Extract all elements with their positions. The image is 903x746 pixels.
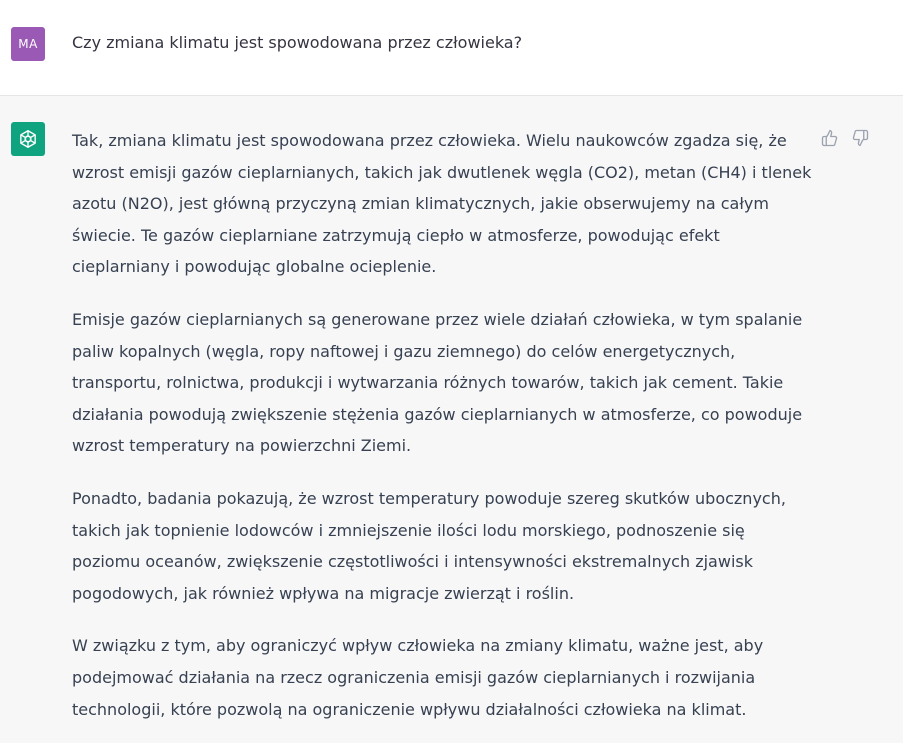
thumbs-down-icon[interactable] xyxy=(850,128,870,148)
assistant-message-text xyxy=(72,125,817,746)
answer-paragraph: Emisje gazów cieplarnianych są generowane przez wiele działań człowieka, w tym spalanie paliw kopalnych (węgla, ropy naftowej i gazu ziemnego) do celów energetycznych, transportu, rolnictwa, produkcji i wytwarzania różnych towarów, takich jak cement. Takie działania powodują zwiększenie stężenia gazów cieplarnianych w atmosferze, co powoduje wzrost temperatury na powierzchni Ziemi. xyxy=(72,309,803,456)
user-message-text: Czy zmiana klimatu jest spowodowana przez człowieka? xyxy=(72,33,523,52)
openai-logo-icon xyxy=(11,122,45,156)
thumbs-up-icon[interactable] xyxy=(820,128,840,148)
assistant-message-row xyxy=(0,96,903,743)
answer-paragraph: Ponadto, badania pokazują, że wzrost temperatury powoduje szereg skutków ubocznych, takich jak topnienie lodowców i zmniejszenie ilości lodu morskiego, podnoszenie się poziomu oceanów, zwiększenie częstotliwości i intensywności ekstremalnych zjawisk pogodowych, jak również wpływa na migracje zwierząt i roślin. xyxy=(72,488,786,603)
user-avatar: MA xyxy=(11,27,45,61)
answer-paragraph: W związku z tym, aby ograniczyć wpływ człowieka na zmiany klimatu, ważne jest, aby podejmować działania na rzecz ograniczenia emisji gazów cieplarnianych i rozwijania technologii, które pozwolą na ograniczenie wpływu działalności człowieka na klimat. xyxy=(72,636,764,719)
user-message-row xyxy=(0,0,903,96)
answer-paragraph: Tak, zmiana klimatu jest spowodowana przez człowieka. Wielu naukowców zgadza się, że wzrost emisji gazów cieplarnianych, takich jak dwutlenek węgla (CO2), metan (CH4) i tlenek azotu (N2O), jest główną przyczyną zmian klimatycznych, jakie obserwujemy na całym świecie. Te gazów cieplarniane zatrzymują ciepło w atmosferze, powodując efekt cieplarniany i powodując globalne ocieplenie. xyxy=(72,131,812,277)
